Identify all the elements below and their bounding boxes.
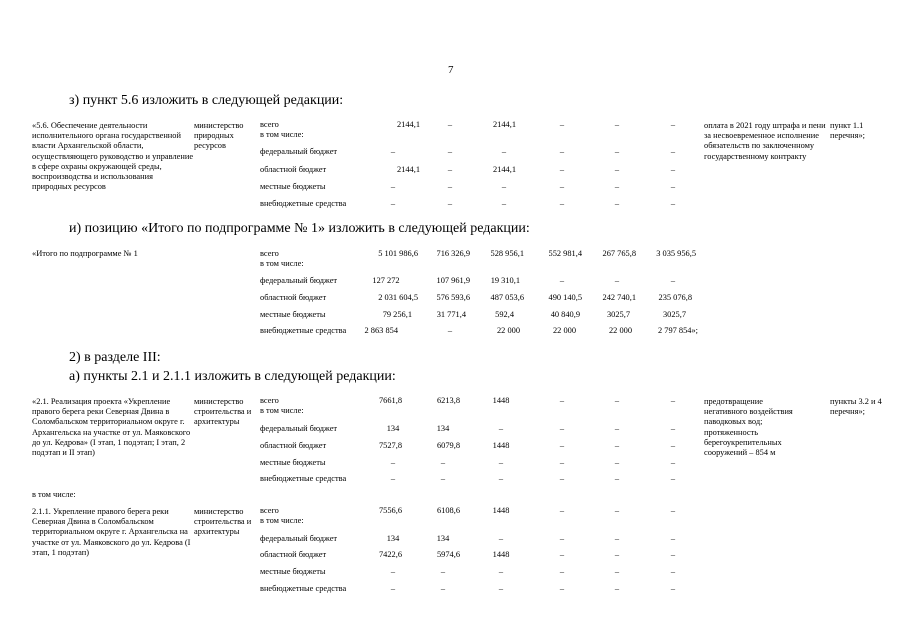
table-cell: 3025,7 <box>662 310 686 319</box>
table-cell: – <box>498 584 504 593</box>
table-cell: 7527,8 <box>378 441 402 450</box>
table-cell: – <box>559 199 565 208</box>
table-cell: 79 256,1 <box>382 310 412 319</box>
table-cell: 1448 <box>492 506 510 515</box>
table-cell: 2144,1 <box>492 120 516 129</box>
table-cell: 576 593,6 <box>436 293 470 302</box>
table-cell: 107 961,9 <box>436 276 470 285</box>
in-that-number-label: в том числе: <box>260 130 304 139</box>
table-cell: 552 981,4 <box>548 249 582 258</box>
source-local: местные бюджеты <box>260 567 326 576</box>
table-cell: – <box>559 165 565 174</box>
table-cell: – <box>670 199 676 208</box>
item-5-6-link: пункт 1.1 перечня»; <box>830 121 865 141</box>
total-label: всего <box>260 249 279 258</box>
table-cell: – <box>498 567 504 576</box>
table-cell: 267 765,8 <box>602 249 636 258</box>
table-cell: 134 <box>386 424 400 433</box>
table-cell: – <box>390 567 396 576</box>
table-cell: – <box>614 147 620 156</box>
table-cell: 6213,8 <box>436 396 460 405</box>
itogo-name: «Итого по подпрограмме № 1 <box>32 249 138 258</box>
source-local: местные бюджеты <box>260 458 326 467</box>
table-cell: 1448 <box>492 550 510 559</box>
table-cell: – <box>440 458 446 467</box>
total-label: всего <box>260 120 279 129</box>
table-cell: 5974,6 <box>436 550 460 559</box>
source-regional: областной бюджет <box>260 550 327 559</box>
table-cell: 5 101 986,6 <box>378 249 418 258</box>
table-cell: 3025,7 <box>606 310 630 319</box>
table-cell: – <box>670 396 676 405</box>
source-federal: федеральный бюджет <box>260 534 338 543</box>
in-that-number-label: в том числе: <box>260 259 304 268</box>
table-cell: – <box>390 199 396 208</box>
in-that-number-heading: в том числе: <box>32 490 76 499</box>
heading-items-2-1: а) пункты 2.1 и 2.1.1 изложить в следующей редакции: <box>69 369 396 384</box>
table-cell: – <box>447 165 453 174</box>
table-cell: – <box>670 534 676 543</box>
table-cell: – <box>390 474 396 483</box>
table-cell: – <box>614 182 620 191</box>
table-cell: – <box>614 474 620 483</box>
table-cell: – <box>614 424 620 433</box>
table-cell: 1448 <box>492 441 510 450</box>
table-cell: – <box>440 584 446 593</box>
table-cell: – <box>670 458 676 467</box>
source-extrabudget: внебюджетные средства <box>260 326 347 335</box>
table-cell: 40 840,9 <box>550 310 580 319</box>
table-cell: – <box>614 506 620 515</box>
heading-section-3: 2) в разделе III: <box>69 350 161 365</box>
table-cell: 1448 <box>492 396 510 405</box>
table-cell: – <box>559 550 565 559</box>
table-cell: – <box>447 326 453 335</box>
table-cell: – <box>559 534 565 543</box>
table-cell: – <box>670 441 676 450</box>
table-cell: – <box>670 120 676 129</box>
table-cell: – <box>670 474 676 483</box>
source-local: местные бюджеты <box>260 310 326 319</box>
item-2-1-link: пункты 3.2 и 4 перечня»; <box>830 397 882 417</box>
table-cell: 7556,6 <box>378 506 402 515</box>
source-federal: федеральный бюджет <box>260 424 338 433</box>
table-cell: – <box>670 424 676 433</box>
table-cell: 6079,8 <box>436 441 460 450</box>
table-cell: 2144,1 <box>492 165 516 174</box>
table-cell: – <box>670 567 676 576</box>
table-cell: – <box>614 199 620 208</box>
table-cell: – <box>614 276 620 285</box>
item-2-1-1-executor: министерство строительства и архитектуры <box>194 507 252 537</box>
table-cell: – <box>614 396 620 405</box>
table-cell: – <box>498 474 504 483</box>
table-cell: – <box>501 182 507 191</box>
item-5-6-result: оплата в 2021 году штрафа и пени за несвоевременное исполнение обязательств по заключенному государственному контракту <box>704 121 826 161</box>
table-cell: – <box>390 182 396 191</box>
table-cell: 134 <box>436 424 450 433</box>
table-cell: 22 000 <box>496 326 520 335</box>
table-cell: 127 272 <box>372 276 400 285</box>
table-cell: – <box>390 458 396 467</box>
table-cell: – <box>559 424 565 433</box>
table-cell: 592,4 <box>495 310 514 319</box>
in-that-number-label: в том числе: <box>260 406 304 415</box>
table-cell: 490 140,5 <box>548 293 582 302</box>
table-cell: – <box>614 550 620 559</box>
table-cell: – <box>447 120 453 129</box>
table-cell: 487 053,6 <box>490 293 524 302</box>
table-cell: 2 797 854»; <box>657 326 698 335</box>
total-label: всего <box>260 396 279 405</box>
table-cell: 22 000 <box>552 326 576 335</box>
table-cell: – <box>614 584 620 593</box>
table-cell: – <box>559 506 565 515</box>
table-cell: – <box>670 550 676 559</box>
table-cell: – <box>447 147 453 156</box>
table-cell: – <box>501 199 507 208</box>
table-cell: 716 326,9 <box>436 249 470 258</box>
table-cell: 22 000 <box>608 326 632 335</box>
table-cell: – <box>498 424 504 433</box>
table-cell: 2 031 604,5 <box>378 293 418 302</box>
table-cell: – <box>559 584 565 593</box>
table-cell: – <box>559 147 565 156</box>
table-cell: – <box>447 199 453 208</box>
item-5-6-name: «5.6. Обеспечение деятельности исполнительного органа государственной власти Архангельской области, осуществляющего руководство и управление в сфере охраны окружающей среды, воспроизводства и использования природных ресурсов <box>32 121 194 192</box>
table-cell: – <box>559 458 565 467</box>
table-cell: 134 <box>436 534 450 543</box>
table-cell: 7422,6 <box>378 550 402 559</box>
table-cell: – <box>670 165 676 174</box>
table-cell: 528 956,1 <box>490 249 524 258</box>
table-cell: 6108,6 <box>436 506 460 515</box>
source-extrabudget: внебюджетные средства <box>260 584 347 593</box>
table-cell: 2 863 854 <box>364 326 398 335</box>
table-cell: 2144,1 <box>396 165 420 174</box>
table-cell: – <box>670 584 676 593</box>
page-number: 7 <box>448 64 454 76</box>
table-cell: – <box>559 276 565 285</box>
table-cell: – <box>614 567 620 576</box>
item-5-6-executor: министерство природных ресурсов <box>194 121 244 151</box>
item-2-1-name: «2.1. Реализация проекта «Укрепление правого берега реки Северная Двина в Соломбальском территориальном округе г. Архангельска на участке от ул. Маяковского до ул. Кедрова» (I этап, 1 подэтап; I этап, 2 подэтап и II этап) <box>32 397 191 458</box>
source-regional: областной бюджет <box>260 293 327 302</box>
table-cell: 235 076,8 <box>658 293 692 302</box>
table-cell: – <box>440 474 446 483</box>
table-cell: – <box>670 147 676 156</box>
table-cell: 3 035 956,5 <box>656 249 696 258</box>
table-cell: – <box>670 182 676 191</box>
table-cell: – <box>559 120 565 129</box>
heading-itogo: и) позицию «Итого по подпрограмме № 1» изложить в следующей редакции: <box>69 221 530 236</box>
total-label: всего <box>260 506 279 515</box>
table-cell: – <box>440 567 446 576</box>
table-cell: – <box>447 182 453 191</box>
table-cell: 242 740,1 <box>602 293 636 302</box>
table-cell: – <box>559 567 565 576</box>
source-extrabudget: внебюджетные средства <box>260 199 347 208</box>
table-cell: 134 <box>386 534 400 543</box>
in-that-number-label: в том числе: <box>260 516 304 525</box>
heading-item-5-6: з) пункт 5.6 изложить в следующей редакции: <box>69 93 344 108</box>
table-cell: – <box>670 276 676 285</box>
source-federal: федеральный бюджет <box>260 147 338 156</box>
item-2-1-executor: министерство строительства и архитектуры <box>194 397 252 427</box>
table-cell: – <box>614 120 620 129</box>
item-2-1-result: предотвращение негативного воздействия паводковых вод; протяженность берегоукрепительных сооружений – 854 м <box>704 397 793 458</box>
table-cell: – <box>498 534 504 543</box>
source-regional: областной бюджет <box>260 165 327 174</box>
source-federal: федеральный бюджет <box>260 276 338 285</box>
table-cell: – <box>559 441 565 450</box>
source-regional: областной бюджет <box>260 441 327 450</box>
table-cell: – <box>614 441 620 450</box>
table-cell: – <box>498 458 504 467</box>
source-local: местные бюджеты <box>260 182 326 191</box>
table-cell: – <box>559 474 565 483</box>
table-cell: – <box>390 584 396 593</box>
table-cell: 31 771,4 <box>436 310 466 319</box>
table-cell: – <box>614 534 620 543</box>
table-cell: – <box>670 506 676 515</box>
table-cell: – <box>614 458 620 467</box>
table-cell: – <box>559 396 565 405</box>
item-2-1-1-name: 2.1.1. Укрепление правого берега реки Северная Двина в Соломбальском территориальном округе г. Архангельска на участке от ул. Маяковского до ул. Кедрова (I этап, 1 подэтап) <box>32 507 191 557</box>
source-extrabudget: внебюджетные средства <box>260 474 347 483</box>
table-cell: 19 310,1 <box>490 276 520 285</box>
table-cell: – <box>559 182 565 191</box>
table-cell: – <box>614 165 620 174</box>
table-cell: – <box>501 147 507 156</box>
table-cell: – <box>390 147 396 156</box>
table-cell: 7661,8 <box>378 396 402 405</box>
table-cell: 2144,1 <box>396 120 420 129</box>
